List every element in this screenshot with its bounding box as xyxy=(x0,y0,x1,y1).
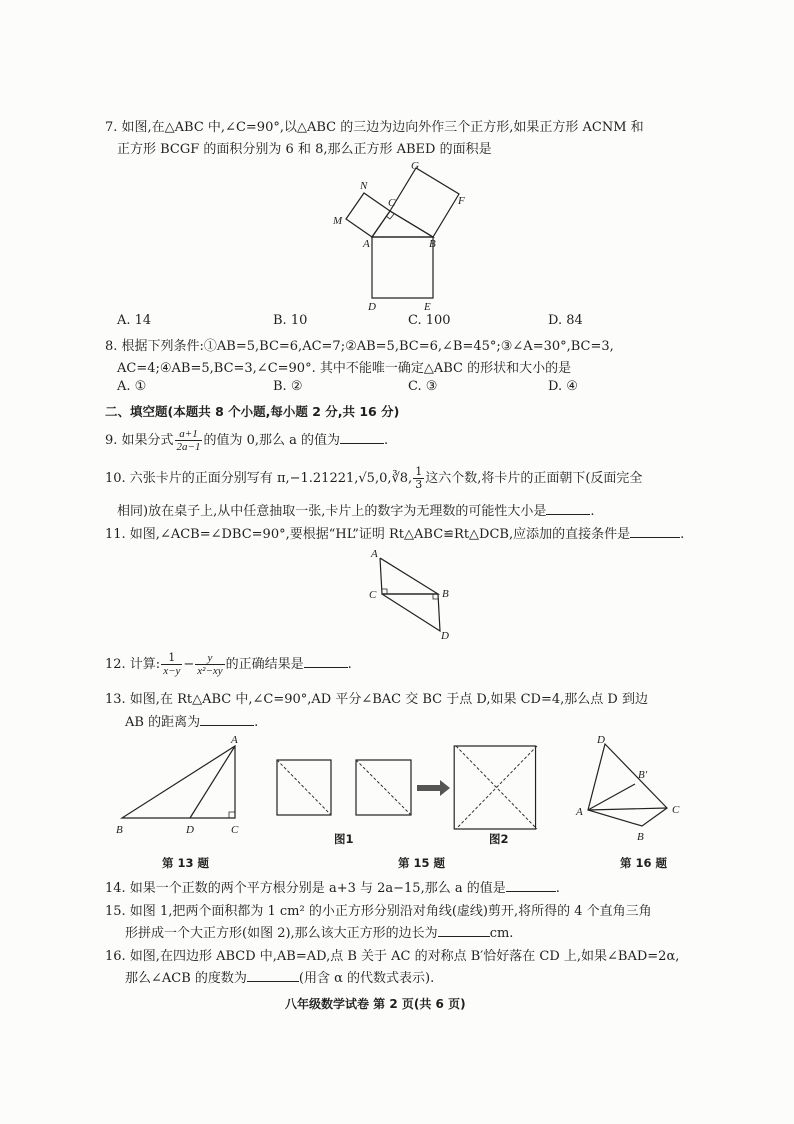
label-e: E xyxy=(424,301,431,313)
triangle-abc xyxy=(380,558,438,594)
segment-ab1 xyxy=(588,784,635,810)
label-b: B xyxy=(116,824,123,836)
q11-figure xyxy=(362,545,462,645)
q8-option-d[interactable]: D. ④ xyxy=(548,379,578,394)
q15-line2-text: 形拼成一个大正方形(如图 2),那么该大正方形的边长为 xyxy=(125,926,438,941)
q12-minus: − xyxy=(183,657,195,672)
square-abed xyxy=(372,237,433,298)
right-angle-c xyxy=(229,812,235,818)
label-c: C xyxy=(672,804,680,816)
q9-end: . xyxy=(384,433,389,448)
q12-end: . xyxy=(347,657,352,672)
label-m: M xyxy=(333,215,343,227)
q8-option-c[interactable]: C. ③ xyxy=(408,379,438,394)
q7-line1: 7. 如图,在△ABC 中,∠C=90°,以△ABC 的三边为边向外作三个正方形,如果正方形 ACNM 和 xyxy=(105,120,644,135)
label-a: A xyxy=(363,238,370,250)
q8-option-b[interactable]: B. ② xyxy=(273,379,303,394)
q8-line1: 8. 根据下列条件:①AB=5,BC=6,AC=7;②AB=5,BC=6,∠B=45°;③∠A=30°,BC=3, xyxy=(105,339,614,354)
q13-line2 xyxy=(125,711,258,730)
q7-line2: 正方形 BCGF 的面积分别为 6 和 8,那么正方形 ABED 的面积是 xyxy=(117,142,492,157)
label-a: A xyxy=(371,548,378,560)
q10-fraction xyxy=(413,466,424,491)
label-b: B xyxy=(637,831,644,843)
q16-line2 xyxy=(125,967,434,986)
q12-fraction1 xyxy=(161,652,182,677)
caption-q16: 第 16 题 xyxy=(620,856,668,870)
q13-line2-text: AB 的距离为 xyxy=(125,715,201,730)
right-angle-b xyxy=(433,594,438,599)
q9-prefix: 9. 如果分式 xyxy=(105,433,174,448)
q9-fraction xyxy=(175,428,203,453)
q9-frac-num: a+1 xyxy=(175,428,203,441)
q9-suffix: 的值为 0,那么 a 的值为 xyxy=(203,433,341,448)
q12-answer-blank[interactable] xyxy=(304,667,348,668)
label-d: D xyxy=(441,630,449,642)
square-bcgf xyxy=(390,168,459,237)
fig1-left-diagonal xyxy=(277,760,331,815)
fig2-caption: 图2 xyxy=(489,832,509,846)
q12-suffix: 的正确结果是 xyxy=(225,657,304,672)
q10-prefix: 10. 六张卡片的正面分别写有 π,−1.21221,√5,0,∛8, xyxy=(105,471,413,486)
q8-line2: AC=4;④AB=5,BC=3,∠C=90°. 其中不能唯一确定△ABC 的形状和大小的是 xyxy=(117,361,572,376)
q14-text: 14. 如果一个正数的两个平方根分别是 a+3 与 2a−15,那么 a 的值是 xyxy=(105,881,506,896)
fig1-right-diagonal xyxy=(356,760,411,815)
q13-answer-blank[interactable] xyxy=(200,725,254,726)
q16-line2-text: 那么∠ACB 的度数为 xyxy=(125,971,247,986)
q13-figure xyxy=(110,733,250,838)
q12 xyxy=(105,652,352,677)
label-c: C xyxy=(231,824,239,836)
q9-frac-den: 2a−1 xyxy=(176,441,201,453)
q11-text: 11. 如图,∠ACB=∠DBC=90°,要根据“HL”证明 Rt△ABC≌Rt△DCB,应添加的直接条件是 xyxy=(105,527,631,542)
q14-answer-blank[interactable] xyxy=(506,891,556,892)
q12-fraction2 xyxy=(195,652,224,677)
q16-answer-blank[interactable] xyxy=(247,981,299,982)
q11-end: . xyxy=(680,527,685,542)
q9-answer-blank[interactable] xyxy=(340,443,384,444)
q12-f1-num: 1 xyxy=(161,652,182,665)
q8-option-a[interactable]: A. ① xyxy=(117,379,147,394)
q14-line xyxy=(105,877,560,896)
q16-figure xyxy=(570,732,690,843)
triangle-abc xyxy=(122,746,235,818)
q12-f1-den: x−y xyxy=(163,665,181,677)
q15-line2 xyxy=(125,922,513,941)
label-f: F xyxy=(458,195,465,207)
label-b: B xyxy=(429,238,436,250)
q13-line1: 13. 如图,在 Rt△ABC 中,∠C=90°,AD 平分∠BAC 交 BC 于点 D,如果 CD=4,那么点 D 到边 xyxy=(105,692,648,707)
arrow-icon xyxy=(417,780,450,796)
q12-f2-num: y xyxy=(195,652,224,665)
label-a: A xyxy=(231,734,238,746)
q9 xyxy=(105,428,388,453)
caption-q15: 第 15 题 xyxy=(398,856,446,870)
fig2-big-square xyxy=(454,746,535,829)
page-footer: 八年级数学试卷 第 2 页(共 6 页) xyxy=(285,997,466,1011)
label-d: D xyxy=(186,824,194,836)
q16-line1: 16. 如图,在四边形 ABCD 中,AB=AD,点 B 关于 AC 的对称点 B′恰好落在 CD 上,如果∠BAD=2α, xyxy=(105,949,680,964)
segment-ad xyxy=(190,746,235,818)
q10-line2 xyxy=(117,500,594,519)
q10-line1 xyxy=(105,466,642,491)
q7-option-b[interactable]: B. 10 xyxy=(273,313,308,328)
q7-figure xyxy=(330,158,480,313)
q12-prefix: 12. 计算: xyxy=(105,657,161,672)
q10-line2-text: 相同)放在桌子上,从中任意抽取一张,卡片上的数字为无理数的可能性大小是 xyxy=(117,504,547,519)
fig1-caption: 图1 xyxy=(334,832,354,846)
q14-end: . xyxy=(555,881,560,896)
square-acnm xyxy=(346,193,390,237)
label-c: C xyxy=(369,589,377,601)
q15-line1: 15. 如图 1,把两个面积都为 1 cm² 的小正方形分别沿对角线(虚线)剪开,将所得的 4 个直角三角 xyxy=(105,904,652,919)
q10-end: . xyxy=(590,504,595,519)
q16-end: (用含 α 的代数式表示). xyxy=(298,971,435,986)
label-d: D xyxy=(597,734,605,746)
q7-option-a[interactable]: A. 14 xyxy=(117,313,152,328)
label-g: G xyxy=(411,160,419,172)
label-a: A xyxy=(576,806,583,818)
q11-answer-blank[interactable] xyxy=(630,537,680,538)
caption-q13: 第 13 题 xyxy=(162,856,210,870)
q7-option-c[interactable]: C. 100 xyxy=(408,313,451,328)
triangle-dcb xyxy=(382,594,440,631)
quadrilateral-abcd xyxy=(588,744,667,826)
q11-line xyxy=(105,523,684,542)
q10-frac-den: 3 xyxy=(415,478,423,491)
section-fill-in-title: 二、填空题(本题共 8 个小题,每小题 2 分,共 16 分) xyxy=(105,404,400,419)
q10-answer-blank[interactable] xyxy=(546,514,590,515)
diagonal-ac xyxy=(588,808,667,810)
q10-suffix: 这六个数,将卡片的正面朝下(反面完全 xyxy=(425,471,643,486)
label-b-prime: B′ xyxy=(638,769,648,781)
label-n: N xyxy=(360,180,368,192)
right-angle-c xyxy=(382,589,387,594)
q12-f2-den: x²−xy xyxy=(197,665,223,677)
q10-frac-num: 1 xyxy=(415,465,423,478)
label-c: C xyxy=(388,197,396,209)
q15-answer-blank[interactable] xyxy=(438,936,490,937)
q13-end: . xyxy=(254,715,259,730)
q7-option-d[interactable]: D. 84 xyxy=(548,313,583,328)
label-b: B xyxy=(442,588,449,600)
q15-end: cm. xyxy=(489,926,514,941)
label-d: D xyxy=(368,301,376,313)
